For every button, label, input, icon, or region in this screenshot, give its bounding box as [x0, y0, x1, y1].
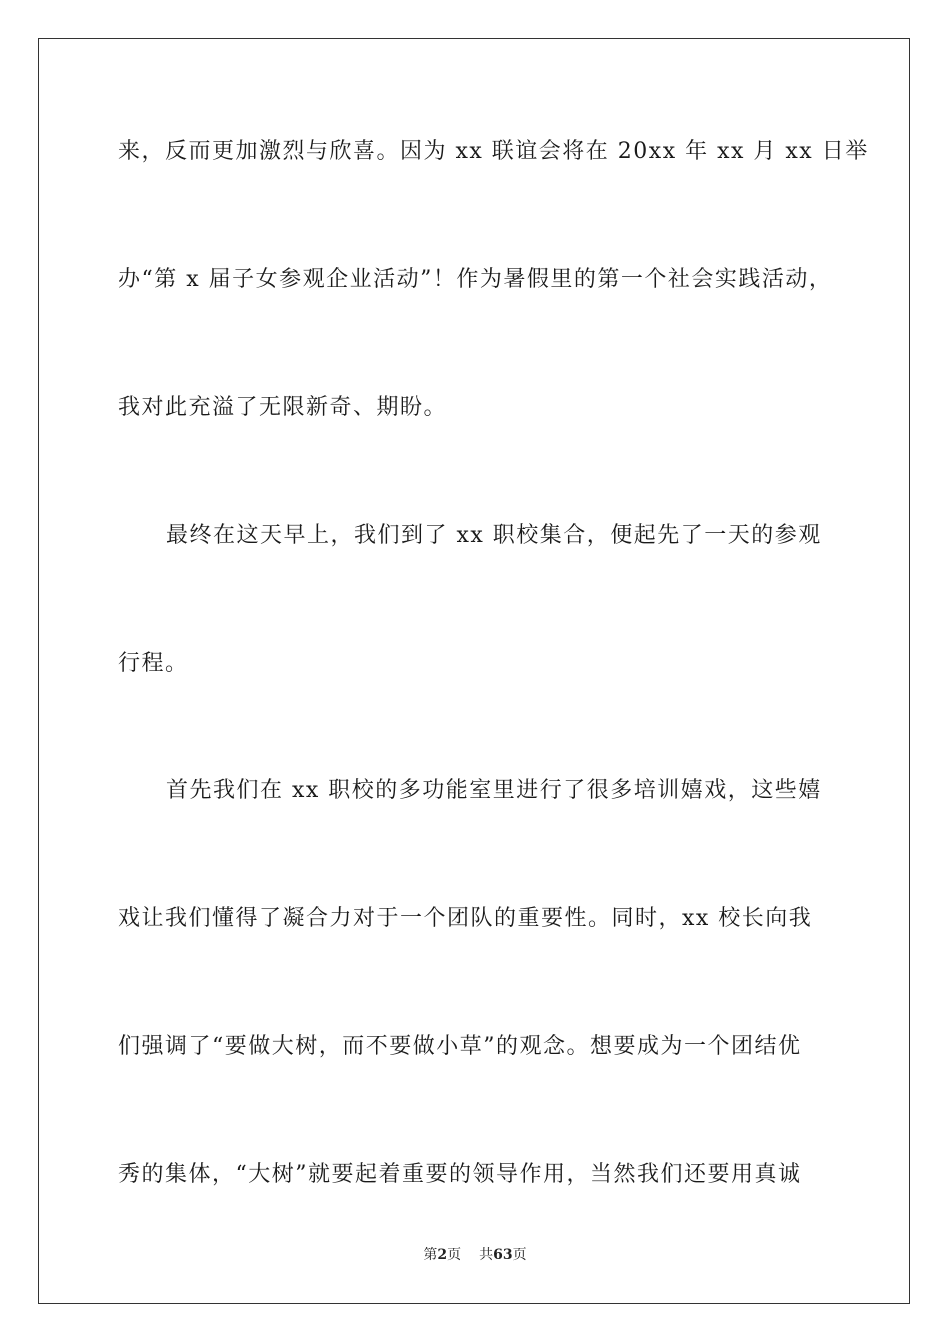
footer-page-prefix: 第 — [423, 1247, 438, 1263]
text-line-6: 首先我们在 xx 职校的多功能室里进行了很多培训嬉戏，这些嬉 — [166, 778, 822, 803]
footer-page-suffix: 页 — [447, 1247, 462, 1263]
text-line-5: 行程。 — [118, 651, 189, 676]
footer-total-suffix: 页 — [512, 1247, 527, 1263]
text-line-2: 办“第 x 届子女参观企业活动”！作为暑假里的第一个社会实践活动， — [118, 267, 833, 292]
text-line-9: 秀的集体，“大树”就要起着重要的领导作用，当然我们还要用真诚 — [118, 1162, 802, 1187]
text-line-4: 最终在这天早上，我们到了 xx 职校集合，便起先了一天的参观 — [166, 523, 822, 548]
page-footer — [0, 1245, 950, 1265]
text-line-8: 们强调了“要做大树，而不要做小草”的观念。想要成为一个团结优 — [118, 1034, 802, 1059]
text-line-1: 来，反而更加激烈与欣喜。因为 xx 联谊会将在 20xx 年 xx 月 xx 日举 — [118, 139, 869, 164]
footer-total-number: 63 — [493, 1247, 513, 1263]
text-line-3: 我对此充溢了无限新奇、期盼。 — [118, 395, 448, 420]
footer-total-prefix: 共 — [479, 1247, 494, 1263]
footer-page-number: 2 — [437, 1247, 448, 1263]
text-line-7: 戏让我们懂得了凝合力对于一个团队的重要性。同时，xx 校长向我 — [118, 906, 813, 931]
